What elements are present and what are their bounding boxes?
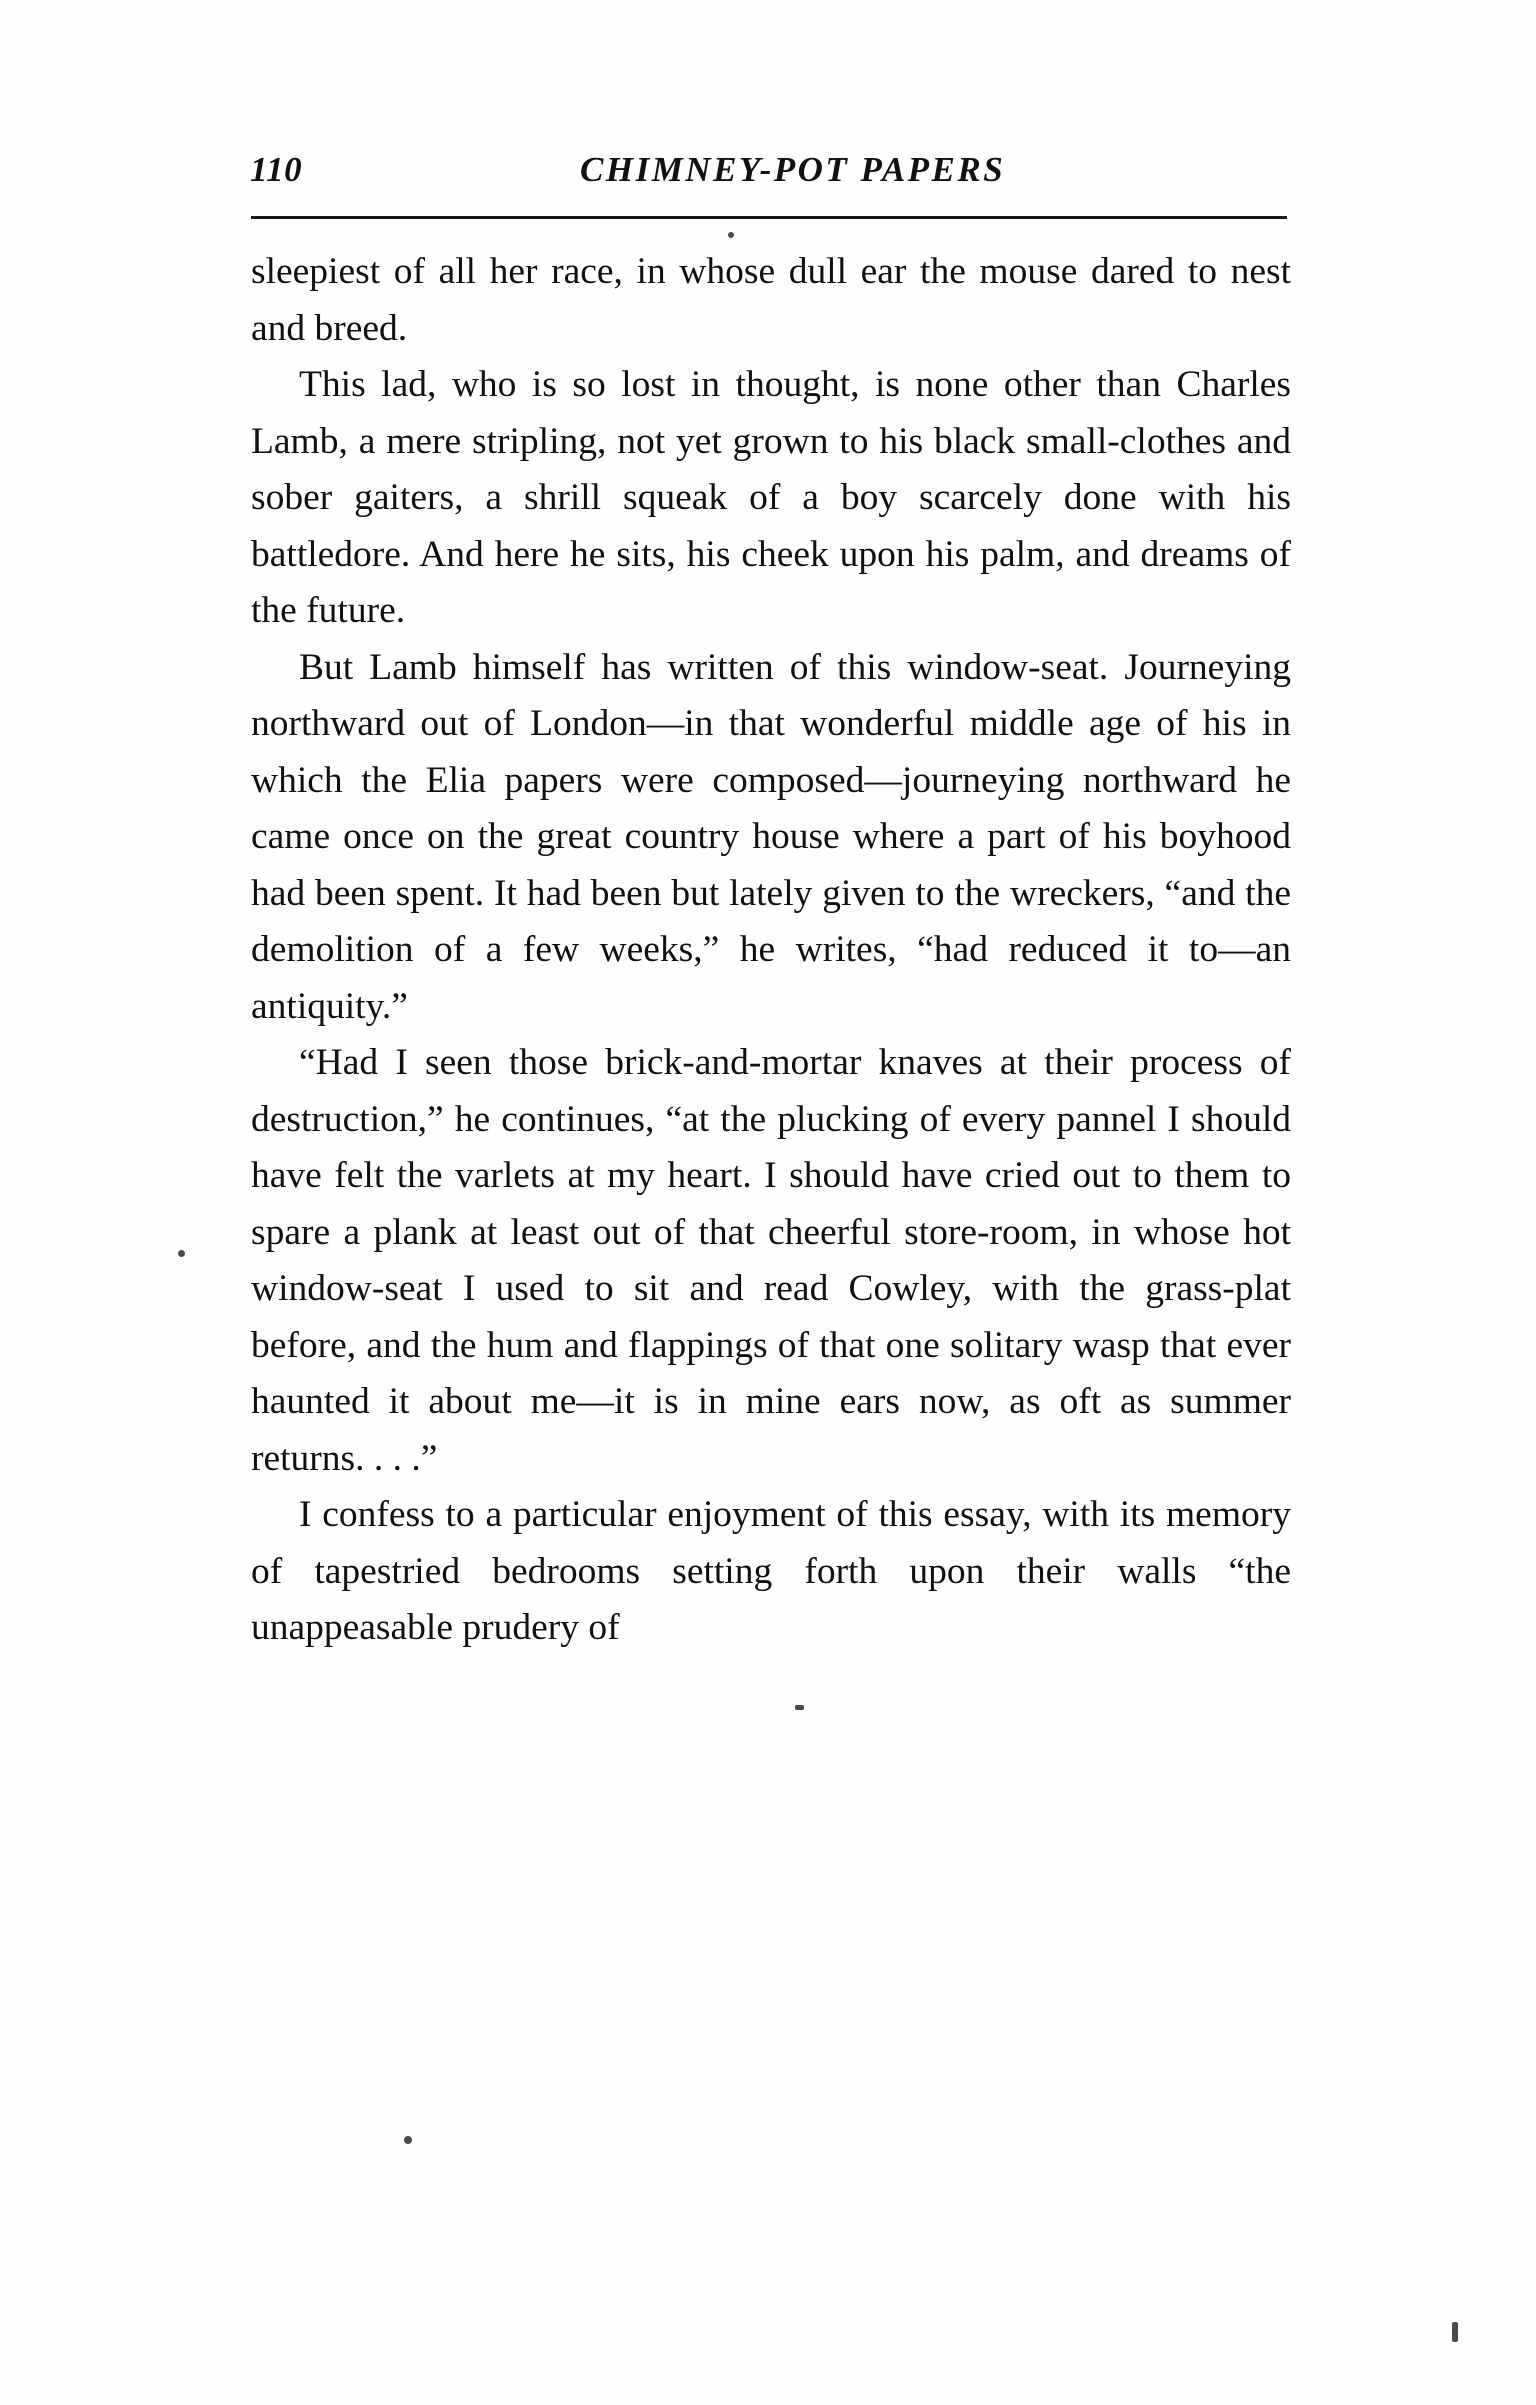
paragraph: I confess to a particular enjoyment of this essay, with its memory of tapestried bedrooms setting forth upon their walls “the unappeasable prudery of (251, 1494, 1291, 1648)
page-number: 110 (250, 150, 303, 189)
paragraph: “Had I seen those brick-and-mortar knaves at their process of destruction,” he continues, “at the plucking of every pannel I should have felt the varlets at my heart. I should have cried out to them to spare a plank at least out of that cheerful store-room, in whose hot window-seat I used to sit and read Cowley, with the grass-plat before, and the hum and flappings of that one solitary wasp that ever haunted it about me—it is in mine ears now, as oft as summer returns. . . .” (251, 1042, 1291, 1479)
scan-speck (1452, 2322, 1458, 2342)
paragraph: sleepiest of all her race, in whose dull ear the mouse dared to nest and breed. (251, 251, 1291, 349)
scan-speck (178, 1250, 185, 1257)
header-rule (251, 216, 1287, 219)
paragraph: This lad, who is so lost in thought, is none other than Charles Lamb, a mere stripling, not yet grown to his black small-clothes and sober gaiters, a shrill squeak of a boy scarcely done with his battledore. And here he sits, his cheek upon his palm, and dreams of the future. (251, 364, 1291, 631)
scan-speck (404, 2136, 412, 2144)
running-head: CHIMNEY-POT PAPERS (580, 150, 1006, 189)
page-header (250, 150, 1536, 190)
scan-speck (728, 232, 734, 238)
scan-speck (795, 1705, 804, 1710)
paragraph: But Lamb himself has written of this window-seat. Journeying northward out of London—in that wonderful middle age of his in which the Elia papers were composed—journeying northward he came once on the great country house where a part of his boyhood had been spent. It had been but lately given to the wreckers, “and the demolition of a few weeks,” he writes, “had reduced it to—an antiquity.” (251, 646, 1291, 1027)
body-text (251, 244, 1291, 1657)
